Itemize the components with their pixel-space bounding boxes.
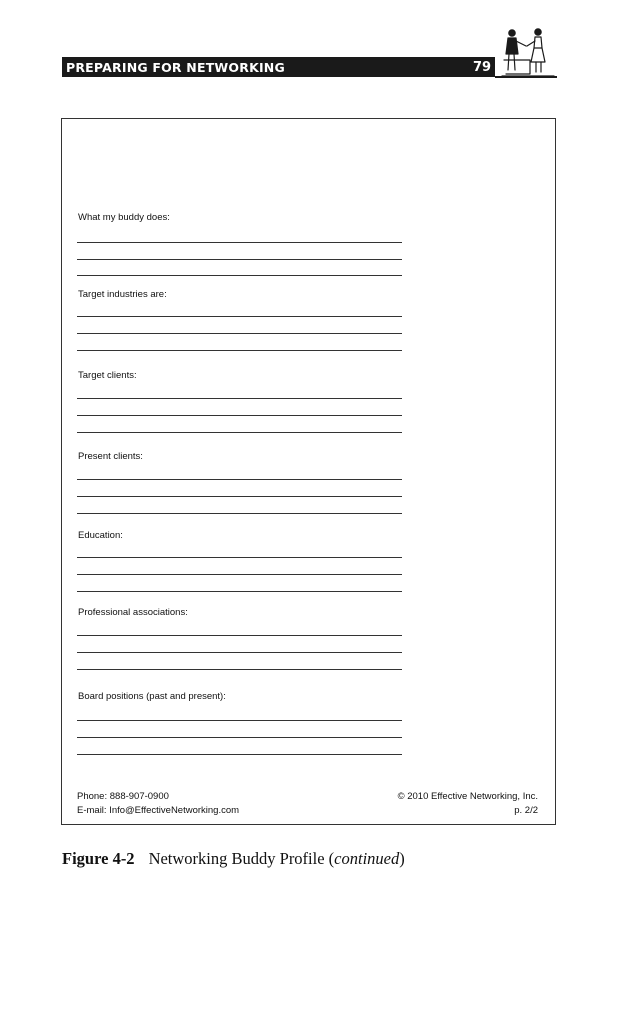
entry-line <box>77 350 402 351</box>
entry-line <box>77 652 402 653</box>
figure-caption <box>62 849 405 869</box>
entry-line <box>77 415 402 416</box>
section-label-board-positions: Board positions (past and present): <box>78 691 226 702</box>
entry-line <box>77 669 402 670</box>
entry-line <box>77 316 402 317</box>
section-label-professional-associations: Professional associations: <box>78 607 188 618</box>
figure-close: ) <box>399 849 405 868</box>
figure-title: Networking Buddy Profile ( <box>148 849 335 868</box>
footer-copyright: © 2010 Effective Networking, Inc. <box>397 791 538 802</box>
form-frame <box>61 118 556 825</box>
entry-line <box>77 720 402 721</box>
figure-label: Figure 4-2 <box>62 849 135 868</box>
section-label-education: Education: <box>78 530 123 541</box>
entry-line <box>77 635 402 636</box>
section-label-present-clients: Present clients: <box>78 451 143 462</box>
footer-phone: Phone: 888-907-0900 <box>77 791 169 802</box>
entry-line <box>77 333 402 334</box>
section-label-target-industries: Target industries are: <box>78 289 167 300</box>
entry-line <box>77 513 402 514</box>
footer-email: E-mail: Info@EffectiveNetworking.com <box>77 805 240 816</box>
entry-line <box>77 432 402 433</box>
entry-line <box>77 557 402 558</box>
entry-line <box>77 591 402 592</box>
entry-line <box>77 754 402 755</box>
entry-line <box>77 259 402 260</box>
entry-line <box>77 496 402 497</box>
entry-line <box>77 398 402 399</box>
footer-page: p. 2/2 <box>514 805 538 816</box>
entry-line <box>77 737 402 738</box>
section-label-target-clients: Target clients: <box>78 370 137 381</box>
figure-continued: continued <box>334 849 400 868</box>
section-label-what-buddy-does: What my buddy does: <box>78 212 170 223</box>
entry-line <box>77 479 402 480</box>
page-number: 79 <box>473 60 492 75</box>
entry-line <box>77 275 402 276</box>
entry-line <box>77 574 402 575</box>
entry-line <box>77 242 402 243</box>
handshake-illustration <box>500 26 556 78</box>
chapter-title: PREPARING FOR NETWORKING <box>66 60 285 75</box>
